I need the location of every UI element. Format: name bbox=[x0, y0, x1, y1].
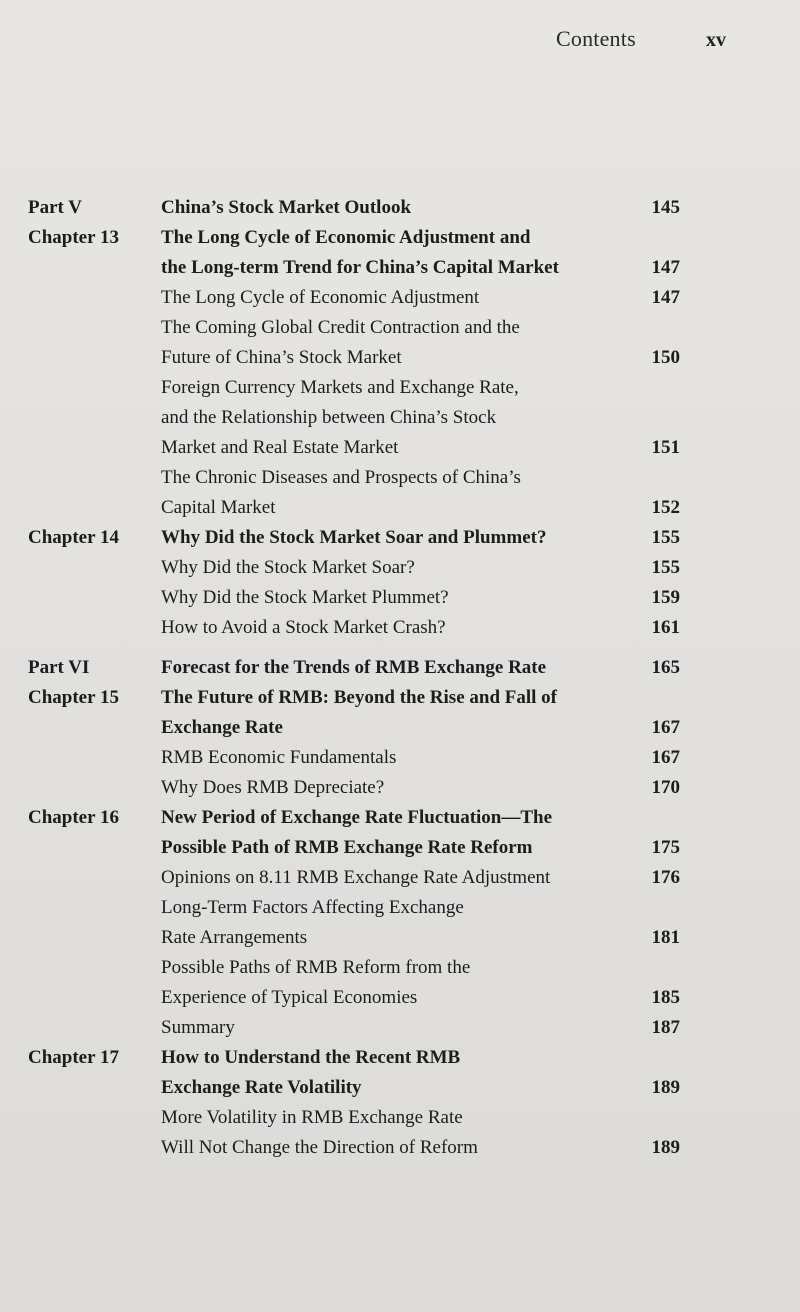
toc-entry-chapter bbox=[0, 803, 800, 863]
entry-page-number: 155 bbox=[651, 557, 680, 578]
entry-title bbox=[161, 743, 621, 773]
toc-entry-section bbox=[0, 773, 800, 803]
entry-title bbox=[161, 613, 621, 643]
entry-page-number: 189 bbox=[651, 1077, 680, 1098]
entry-title-line: Will Not Change the Direction of Reform bbox=[161, 1137, 478, 1158]
entry-title-line: Opinions on 8.11 RMB Exchange Rate Adjustment bbox=[161, 867, 551, 888]
entry-title-line: Why Did the Stock Market Plummet? bbox=[161, 587, 449, 608]
running-header bbox=[0, 26, 800, 56]
entry-title-line: Why Does RMB Depreciate? bbox=[161, 777, 385, 798]
entry-title bbox=[161, 1103, 621, 1163]
entry-title-line: Rate Arrangements bbox=[161, 927, 308, 948]
toc-entry-section bbox=[0, 863, 800, 893]
entry-page-number: 189 bbox=[651, 1137, 680, 1158]
entry-page-number: 181 bbox=[651, 927, 680, 948]
entry-title bbox=[161, 1013, 621, 1043]
entry-page-number: 161 bbox=[651, 617, 680, 638]
toc-entry-chapter bbox=[0, 223, 800, 283]
entry-title-line: More Volatility in RMB Exchange Rate bbox=[161, 1107, 463, 1128]
entry-page-number: 155 bbox=[651, 527, 680, 548]
entry-title-line: Exchange Rate Volatility bbox=[161, 1077, 362, 1098]
toc-entry-section bbox=[0, 743, 800, 773]
toc-entry-chapter bbox=[0, 523, 800, 553]
entry-title bbox=[161, 373, 621, 463]
entry-title bbox=[161, 463, 621, 523]
entry-title-line: Market and Real Estate Market bbox=[161, 437, 399, 458]
toc-entry-section bbox=[0, 313, 800, 373]
toc-entry-section bbox=[0, 613, 800, 643]
entry-page-number: 151 bbox=[651, 437, 680, 458]
entry-title bbox=[161, 523, 621, 553]
entry-title-line: How to Avoid a Stock Market Crash? bbox=[161, 617, 446, 638]
entry-title bbox=[161, 953, 621, 1013]
entry-title-line: The Chronic Diseases and Prospects of China’s bbox=[161, 467, 521, 488]
entry-title bbox=[161, 893, 621, 953]
entry-title-line: The Coming Global Credit Contraction and the bbox=[161, 317, 520, 338]
entry-title-line: RMB Economic Fundamentals bbox=[161, 747, 397, 768]
entry-title-line: China’s Stock Market Outlook bbox=[161, 197, 412, 218]
chapter-label: Chapter 17 bbox=[28, 1047, 119, 1068]
running-header-title: Contents bbox=[556, 26, 636, 51]
entry-title bbox=[161, 193, 621, 223]
entry-title-line: Why Did the Stock Market Soar and Plummet? bbox=[161, 527, 547, 548]
entry-page-number: 147 bbox=[651, 257, 680, 278]
entry-title-line: Capital Market bbox=[161, 497, 276, 518]
toc-entry-section bbox=[0, 463, 800, 523]
toc-entry-section bbox=[0, 1013, 800, 1043]
toc-entry-section bbox=[0, 373, 800, 463]
chapter-label: Chapter 16 bbox=[28, 807, 119, 828]
entry-title-line: Forecast for the Trends of RMB Exchange Rate bbox=[161, 657, 547, 678]
toc-entry-part bbox=[0, 193, 800, 223]
entry-title bbox=[161, 1043, 621, 1103]
toc-entry-chapter bbox=[0, 1043, 800, 1103]
chapter-label: Chapter 13 bbox=[28, 227, 119, 248]
entry-title bbox=[161, 313, 621, 373]
chapter-label: Chapter 14 bbox=[28, 527, 119, 548]
entry-title-line: The Long Cycle of Economic Adjustment bbox=[161, 287, 480, 308]
entry-title-line: How to Understand the Recent RMB bbox=[161, 1047, 461, 1068]
entry-page-number: 187 bbox=[651, 1017, 680, 1038]
entry-page-number: 167 bbox=[651, 717, 680, 738]
entry-title bbox=[161, 863, 621, 893]
toc-entry-section bbox=[0, 283, 800, 313]
entry-page-number: 150 bbox=[651, 347, 680, 368]
entry-title-line: Experience of Typical Economies bbox=[161, 987, 418, 1008]
entry-title-line: and the Relationship between China’s Stock bbox=[161, 407, 497, 428]
entry-title-line: Why Did the Stock Market Soar? bbox=[161, 557, 415, 578]
entry-title bbox=[161, 223, 621, 283]
entry-title-line: New Period of Exchange Rate Fluctuation—The bbox=[161, 807, 553, 828]
toc-entry-part bbox=[0, 653, 800, 683]
entry-title-line: Future of China’s Stock Market bbox=[161, 347, 402, 368]
entry-title bbox=[161, 773, 621, 803]
part-label: Part V bbox=[28, 197, 82, 218]
part-label: Part VI bbox=[28, 657, 90, 678]
entry-page-number: 175 bbox=[651, 837, 680, 858]
entry-title bbox=[161, 283, 621, 313]
chapter-label: Chapter 15 bbox=[28, 687, 119, 708]
entry-title bbox=[161, 583, 621, 613]
toc-entry-section bbox=[0, 953, 800, 1013]
entry-title-line: Foreign Currency Markets and Exchange Rate, bbox=[161, 377, 519, 398]
entry-page-number: 165 bbox=[651, 657, 680, 678]
entry-title-line: The Future of RMB: Beyond the Rise and Fall of bbox=[161, 687, 558, 708]
entry-title bbox=[161, 653, 621, 683]
entry-page-number: 167 bbox=[651, 747, 680, 768]
toc-entry-chapter bbox=[0, 683, 800, 743]
entry-page-number: 152 bbox=[651, 497, 680, 518]
toc-entry-section bbox=[0, 1103, 800, 1163]
entry-title bbox=[161, 553, 621, 583]
entry-page-number: 147 bbox=[651, 287, 680, 308]
entry-title-line: the Long-term Trend for China’s Capital Market bbox=[161, 257, 559, 278]
entry-title-line: The Long Cycle of Economic Adjustment and bbox=[161, 227, 531, 248]
toc-entry-section bbox=[0, 583, 800, 613]
entry-title-line: Possible Path of RMB Exchange Rate Reform bbox=[161, 837, 533, 858]
entry-title-line: Possible Paths of RMB Reform from the bbox=[161, 957, 471, 978]
entry-title bbox=[161, 803, 621, 863]
entry-page-number: 185 bbox=[651, 987, 680, 1008]
entry-title bbox=[161, 683, 621, 743]
entry-page-number: 145 bbox=[651, 197, 680, 218]
toc-entry-section bbox=[0, 893, 800, 953]
entry-title-line: Exchange Rate bbox=[161, 717, 283, 738]
entry-title-line: Summary bbox=[161, 1017, 235, 1038]
toc-entry-section bbox=[0, 553, 800, 583]
entry-title-line: Long-Term Factors Affecting Exchange bbox=[161, 897, 464, 918]
table-of-contents bbox=[0, 193, 800, 1163]
page-number: xv bbox=[706, 29, 726, 51]
entry-page-number: 176 bbox=[651, 867, 680, 888]
entry-page-number: 159 bbox=[651, 587, 680, 608]
entry-page-number: 170 bbox=[651, 777, 680, 798]
